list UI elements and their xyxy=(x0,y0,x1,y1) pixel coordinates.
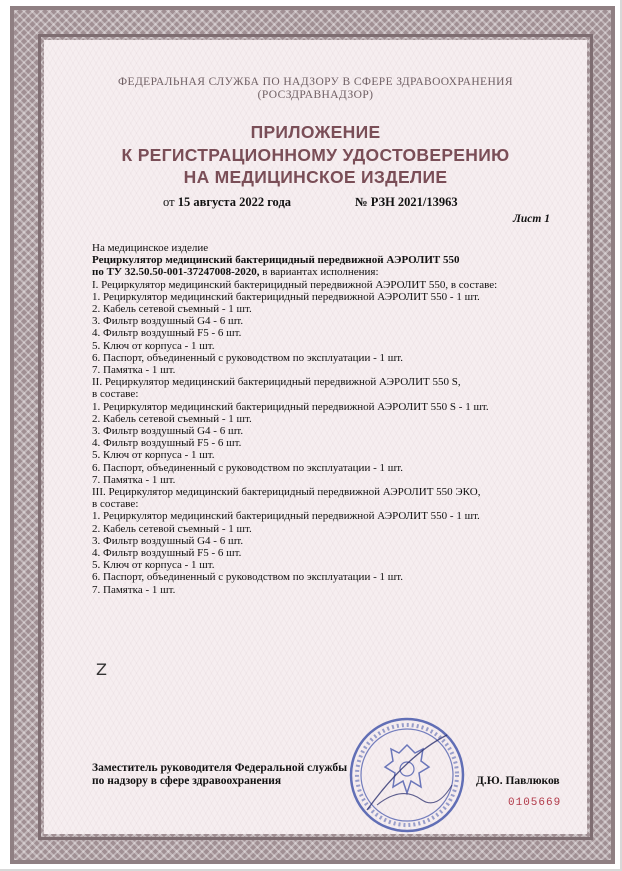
composition-line: 6. Паспорт, объединенный с руководством по эксплуатации - 1 шт. xyxy=(92,351,403,364)
document-title-line-2: К РЕГИСТРАЦИОННОМУ УДОСТОВЕРЕНИЮ xyxy=(121,145,510,165)
number-value: РЗН 2021/13963 xyxy=(370,195,458,209)
composition-line: 5. Ключ от корпуса - 1 шт. xyxy=(92,339,215,352)
composition-line: 6. Паспорт, объединенный с руководством по эксплуатации - 1 шт. xyxy=(92,461,403,474)
sheet-number: Лист 1 xyxy=(513,213,550,225)
composition-line: 5. Ключ от корпуса - 1 шт. xyxy=(92,559,215,572)
document-title-line-1: ПРИЛОЖЕНИЕ xyxy=(250,122,381,142)
composition-line: 3. Фильтр воздушный G4 - 6 шт. xyxy=(92,425,244,438)
agency-name: ФЕДЕРАЛЬНАЯ СЛУЖБА ПО НАДЗОРУ В СФЕРЕ ЗДРАВООХРАНЕНИЯ xyxy=(118,76,513,88)
issue-date xyxy=(163,195,291,210)
composition-line: 5. Ключ от корпуса - 1 шт. xyxy=(92,449,215,462)
composition-line: 3. Фильтр воздушный G4 - 6 шт. xyxy=(92,534,244,547)
composition-line: 2. Кабель сетевой съемный - 1 шт. xyxy=(92,522,252,535)
composition-line: 2. Кабель сетевой съемный - 1 шт. xyxy=(92,303,252,316)
composition-line: 2. Кабель сетевой съемный - 1 шт. xyxy=(92,412,252,425)
date-prefix: от xyxy=(163,195,175,209)
number-prefix: № xyxy=(355,195,368,209)
composition-line: 3. Фильтр воздушный G4 - 6 шт. xyxy=(92,315,244,328)
composition-line: 7. Памятка - 1 шт. xyxy=(92,583,176,596)
document-title-line-3: НА МЕДИЦИНСКОЕ ИЗДЕЛИЕ xyxy=(183,167,448,187)
composition-line: 1. Рециркулятор медицинский бактерицидный передвижной АЭРОЛИТ 550 S - 1 шт. xyxy=(92,400,489,413)
variants-label: в вариантах исполнения: xyxy=(259,266,379,279)
composition-list xyxy=(92,279,572,596)
signatory-position xyxy=(92,762,347,788)
composition-line: 4. Фильтр воздушный F5 - 6 шт. xyxy=(92,437,242,450)
composition-line: 7. Памятка - 1 шт. xyxy=(92,473,176,486)
composition-line: I. Рециркулятор медицинский бактерицидный передвижной АЭРОЛИТ 550, в составе: xyxy=(92,278,498,291)
composition-line: 6. Паспорт, объединенный с руководством по эксплуатации - 1 шт. xyxy=(92,571,403,584)
form-serial-number: 0105669 xyxy=(508,797,562,809)
composition-line: 1. Рециркулятор медицинский бактерицидный передвижной АЭРОЛИТ 550 - 1 шт. xyxy=(92,510,480,523)
signatory-name: Д.Ю. Павлюков xyxy=(476,775,560,787)
product-name: Рециркулятор медицинский бактерицидный передвижной АЭРОЛИТ 550 xyxy=(92,254,460,267)
date-value: 15 августа 2022 года xyxy=(177,195,292,209)
official-seal-stamp xyxy=(347,715,467,835)
signatory-position-line-2: по надзору в сфере здравоохранения xyxy=(92,775,282,787)
composition-line: II. Рециркулятор медицинский бактерицидный передвижной АЭРОЛИТ 550 S, xyxy=(92,376,461,389)
composition-line: 1. Рециркулятор медицинский бактерицидный передвижной АЭРОЛИТ 550 - 1 шт. xyxy=(92,290,480,303)
composition-line: 4. Фильтр воздушный F5 - 6 шт. xyxy=(92,327,242,340)
product-spec: по ТУ 32.50.50-001-37247008-2020, xyxy=(92,266,260,279)
composition-line: в составе: xyxy=(92,498,139,511)
composition-line: 7. Памятка - 1 шт. xyxy=(92,364,176,377)
signatory-position-line-1: Заместитель руководителя Федеральной службы xyxy=(92,762,348,774)
composition-line: 4. Фильтр воздушный F5 - 6 шт. xyxy=(92,547,242,560)
intro-line: На медицинское изделие xyxy=(92,242,209,254)
end-of-text-mark: Z xyxy=(96,660,107,679)
composition-line: в составе: xyxy=(92,388,139,401)
document-body xyxy=(92,242,572,596)
product-spec-line xyxy=(92,266,572,278)
registration-number xyxy=(355,195,458,210)
composition-line: III. Рециркулятор медицинский бактерицидный передвижной АЭРОЛИТ 550 ЭКО, xyxy=(92,486,481,499)
agency-abbreviation: (РОСЗДРАВНАДЗОР) xyxy=(257,89,374,101)
